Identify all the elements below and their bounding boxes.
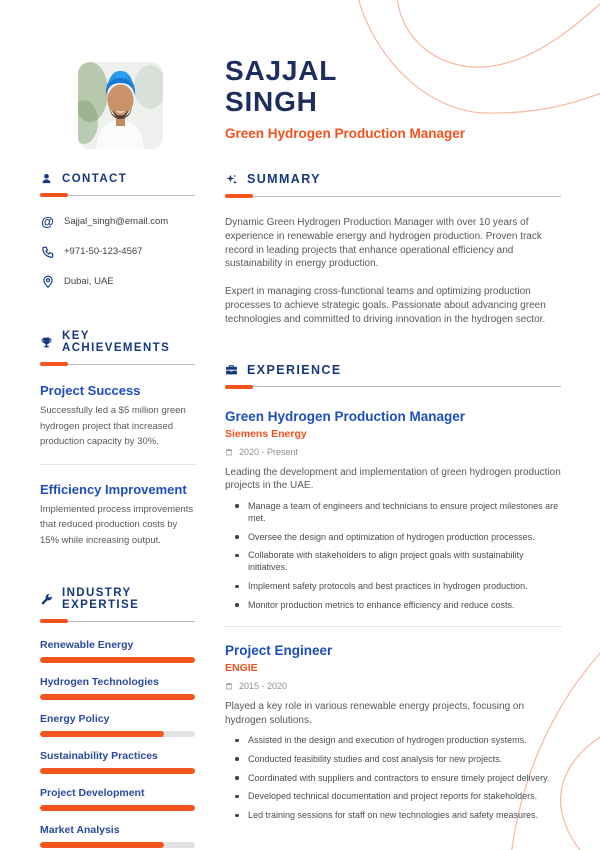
trophy-icon: [40, 336, 53, 349]
job-bullet-list: [225, 734, 561, 821]
calendar-icon: [225, 448, 233, 456]
skill-bar-fill: [40, 842, 164, 848]
location-icon: [40, 274, 55, 289]
summary-heading: SUMMARY: [247, 172, 321, 186]
skill-bar-track: [40, 842, 195, 848]
skill-bar-fill: [40, 805, 195, 811]
achievements-section-header: [40, 330, 195, 354]
skill-item: [40, 787, 195, 811]
section-divider: [40, 619, 195, 623]
job-bullet: Coordinated with suppliers and contractors to ensure timely project delivery.: [225, 772, 561, 784]
skill-bar-track: [40, 768, 195, 774]
job-date-row: [225, 681, 561, 691]
job-bullet: Monitor production metrics to enhance efficiency and reduce costs.: [225, 599, 561, 611]
job-dates: 2020 - Present: [239, 446, 299, 457]
skill-item: [40, 639, 195, 663]
achievement-item: [40, 383, 195, 450]
job-bullet: Collaborate with stakeholders to align project goals with sustainability initiatives.: [225, 549, 561, 573]
job-dates: 2015 - 2020: [239, 681, 288, 692]
section-divider: [225, 194, 561, 198]
at-icon: @: [41, 214, 54, 229]
achievement-title: Project Success: [40, 383, 141, 398]
skill-label: Project Development: [40, 787, 145, 799]
achievement-text: Successfully led a $5 million green hydrogen project that increased production capacity by 30%.: [40, 405, 186, 447]
contact-row-phone: [40, 244, 195, 259]
profile-photo: [78, 62, 163, 149]
skill-bar-track: [40, 694, 195, 700]
skill-label: Hydrogen Technologies: [40, 676, 159, 688]
contact-row-email: [40, 214, 195, 229]
skill-label: Renewable Energy: [40, 639, 134, 651]
experience-section-header: [225, 363, 561, 377]
phone-icon: [40, 244, 55, 259]
section-divider: [40, 193, 195, 197]
key-achievements-section: [40, 330, 195, 548]
job-bullet: Developed technical documentation and project reports for stakeholders.: [225, 790, 561, 802]
job-bullet: Assisted in the design and execution of hydrogen production systems.: [225, 734, 561, 746]
summary-section: [225, 172, 561, 327]
contact-section-header: [40, 172, 195, 185]
profile-photo-illustration: [78, 62, 163, 149]
job-bullet: Manage a team of engineers and technicians to ensure project milestones are met.: [225, 500, 561, 524]
contact-heading: CONTACT: [62, 172, 128, 185]
skill-bar-fill: [40, 731, 164, 737]
skill-bar-fill: [40, 657, 195, 663]
contact-row-location: [40, 274, 195, 289]
summary-paragraph: Dynamic Green Hydrogen Production Manager with over 10 years of experience in renewable energy and hydrogen production. Proven track record in leading projects that enhance operational efficiency and sustainability in energy production.: [225, 217, 542, 270]
sidebar: [40, 172, 195, 848]
phone-value[interactable]: +971-50-123-4567: [64, 246, 143, 257]
job-title: Green Hydrogen Production Manager: [225, 408, 466, 424]
job-bullet-list: [225, 500, 561, 611]
skill-label: Energy Policy: [40, 713, 110, 725]
skill-bar-fill: [40, 768, 195, 774]
person-icon: [40, 172, 53, 185]
skill-bar-track: [40, 657, 195, 663]
job-title: Project Engineer: [225, 643, 333, 659]
section-divider: [40, 362, 195, 366]
briefcase-icon: [225, 363, 238, 376]
main-column: [225, 172, 561, 821]
achievement-item: [40, 482, 195, 549]
summary-section-header: [225, 172, 561, 186]
skill-item: [40, 824, 195, 848]
job-bullet: Led training sessions for staff on new technologies and safety measures.: [225, 809, 561, 821]
expertise-heading: INDUSTRY EXPERTISE: [62, 587, 140, 611]
achievement-divider: [40, 464, 195, 465]
calendar-icon: [225, 682, 233, 690]
location-value: Dubai, UAE: [64, 276, 114, 287]
person-job-title: Green Hydrogen Production Manager: [225, 126, 466, 141]
section-divider: [225, 385, 561, 389]
skill-bar-track: [40, 731, 195, 737]
job-company: Siemens Energy: [225, 427, 307, 440]
achievements-heading: KEY ACHIEVEMENTS: [62, 330, 171, 354]
skill-label: Sustainability Practices: [40, 750, 158, 762]
job-bullet: Conducted feasibility studies and cost analysis for new projects.: [225, 753, 561, 765]
skill-item: [40, 713, 195, 737]
experience-entry: [225, 643, 561, 821]
contact-section: [40, 172, 195, 289]
name-line-1: SAJJAL: [225, 55, 338, 86]
experience-heading: EXPERIENCE: [247, 362, 342, 377]
achievement-text: Implemented process improvements that reduced production costs by 15% while increasing output.: [40, 503, 194, 546]
skill-bar-fill: [40, 694, 195, 700]
wrench-icon: [40, 593, 53, 606]
experience-divider: [225, 626, 561, 627]
skill-label: Market Analysis: [40, 824, 120, 836]
person-name: [225, 55, 565, 117]
expertise-section-header: [40, 587, 195, 611]
summary-paragraph: Expert in managing cross-functional teams and optimizing production processes to achieve strategic goals. Passionate about advancing green technologies and committed to driving innovation in the hydrogen sector.: [225, 286, 546, 325]
job-company: ENGIE: [225, 662, 258, 675]
email-value[interactable]: Sajjal_singh@email.com: [64, 216, 169, 227]
skill-bar-track: [40, 805, 195, 811]
job-bullet: Implement safety protocols and best practices in hydrogen production.: [225, 580, 561, 592]
achievement-title: Efficiency Improvement: [40, 481, 187, 497]
name-line-2: SINGH: [225, 86, 318, 117]
job-bullet: Oversee the design and optimization of hydrogen production processes.: [225, 531, 561, 543]
job-description: Played a key role in various renewable energy projects, focusing on hydrogen solutions.: [225, 701, 525, 726]
job-date-row: [225, 447, 561, 457]
skill-item: [40, 750, 195, 774]
job-description: Leading the development and implementation of green hydrogen production projects in the UAE.: [225, 466, 561, 492]
experience-section: [225, 363, 561, 822]
skill-item: [40, 676, 195, 700]
experience-entry: [225, 409, 561, 612]
resume-header: [225, 55, 565, 141]
sparkles-icon: [225, 173, 238, 186]
industry-expertise-section: [40, 587, 195, 848]
